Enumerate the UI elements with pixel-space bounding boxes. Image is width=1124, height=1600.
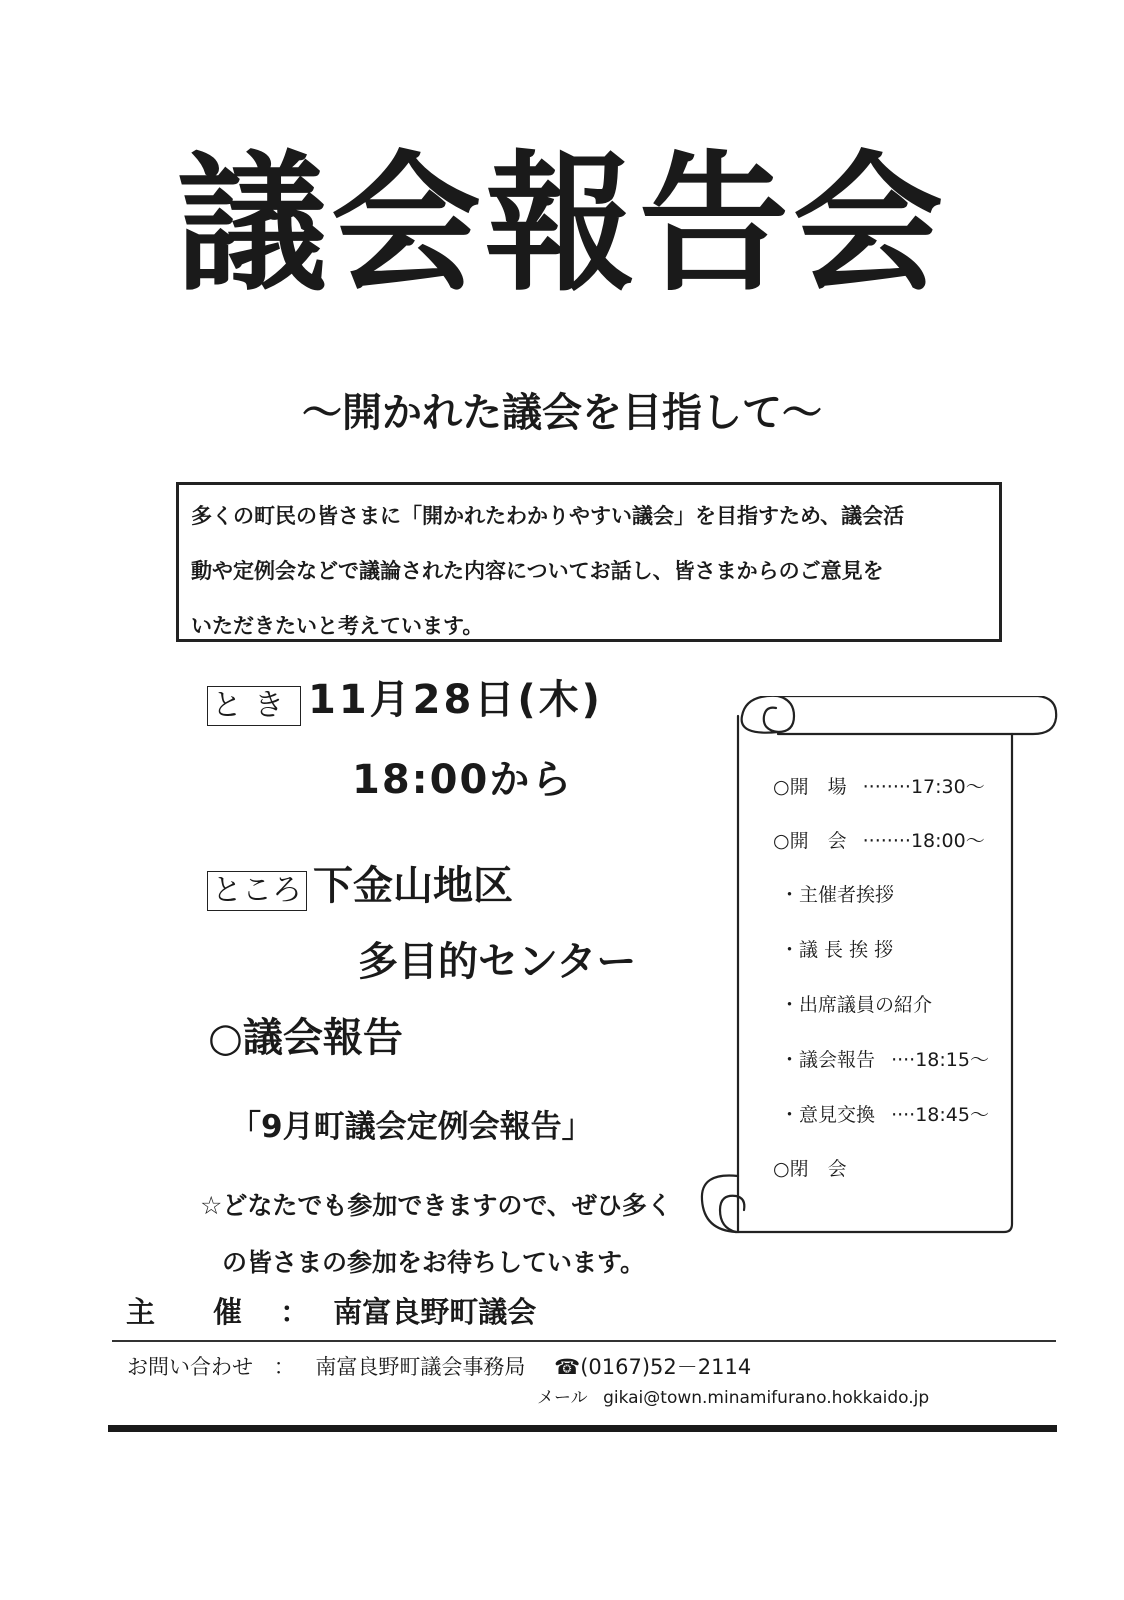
page-title: 議会報告会 <box>176 138 947 312</box>
schedule-item <box>773 778 985 797</box>
schedule-label: ○開 会 <box>773 830 847 852</box>
schedule-time: ····18:15～ <box>891 1049 989 1071</box>
schedule-label: ・意見交換 <box>780 1104 876 1126</box>
schedule-item <box>773 1160 847 1179</box>
note-line: ☆どなたでも参加できますので、ぜひ多く <box>200 1191 672 1220</box>
intro-line: いただきたいと考えています。 <box>191 614 484 638</box>
note-line: の皆さまの参加をお待ちしています。 <box>222 1248 646 1277</box>
schedule-item <box>780 996 932 1015</box>
host-line <box>126 1295 537 1329</box>
page-subtitle: ～開かれた議会を目指して～ <box>302 390 822 436</box>
venue-line-2: 多目的センター <box>358 939 637 985</box>
schedule-item <box>773 832 985 851</box>
schedule-time: ········18:00～ <box>862 830 985 852</box>
when-label: とき <box>207 686 301 726</box>
where-label: ところ <box>207 871 307 911</box>
venue-line-1: 下金山地区 <box>313 863 513 909</box>
host-colon: ： <box>280 1295 310 1329</box>
schedule-label: ・議会報告 <box>780 1049 876 1071</box>
schedule-item <box>780 1106 989 1125</box>
mail-line <box>537 1390 929 1407</box>
host-name: 南富良野町議会 <box>333 1295 537 1329</box>
divider <box>112 1340 1056 1342</box>
schedule-time: ····18:45～ <box>891 1104 989 1126</box>
intro-box <box>176 482 1002 642</box>
contact-label: お問い合わせ <box>127 1355 253 1379</box>
report-heading: ○議会報告 <box>208 1015 403 1061</box>
intro-line: 動や定例会などで議論された内容についてお話し、皆さまからのご意見を <box>191 559 884 583</box>
contact-office: 南富良野町議会事務局 <box>315 1355 526 1379</box>
schedule-label: ・議 長 挨 拶 <box>780 939 894 961</box>
schedule-label: ・出席議員の紹介 <box>780 994 933 1016</box>
schedule-label: ○開 場 <box>773 776 847 798</box>
contact-phone: ☎(0167)52－2114 <box>554 1355 752 1379</box>
event-date: 11月28日(木) <box>308 677 603 723</box>
contact-line <box>127 1357 751 1378</box>
schedule-label: ・主催者挨拶 <box>780 884 895 906</box>
schedule-item <box>780 1051 989 1070</box>
mail-address: gikai@town.minamifurano.hokkaido.jp <box>603 1388 930 1408</box>
schedule-time: ········17:30～ <box>862 776 985 798</box>
event-time: 18:00から <box>352 757 574 803</box>
schedule-label: ○閉 会 <box>773 1158 847 1180</box>
mail-label: メール <box>537 1388 588 1408</box>
host-label: 主 催 <box>126 1295 243 1329</box>
intro-line: 多くの町民の皆さまに「開かれたわかりやすい議会」を目指すため、議会活 <box>191 504 905 528</box>
report-detail: 「9月町議会定例会報告」 <box>230 1109 593 1145</box>
schedule-item <box>780 941 893 960</box>
schedule-item <box>780 886 894 905</box>
contact-colon: ： <box>273 1355 295 1379</box>
divider-thick <box>108 1425 1057 1432</box>
